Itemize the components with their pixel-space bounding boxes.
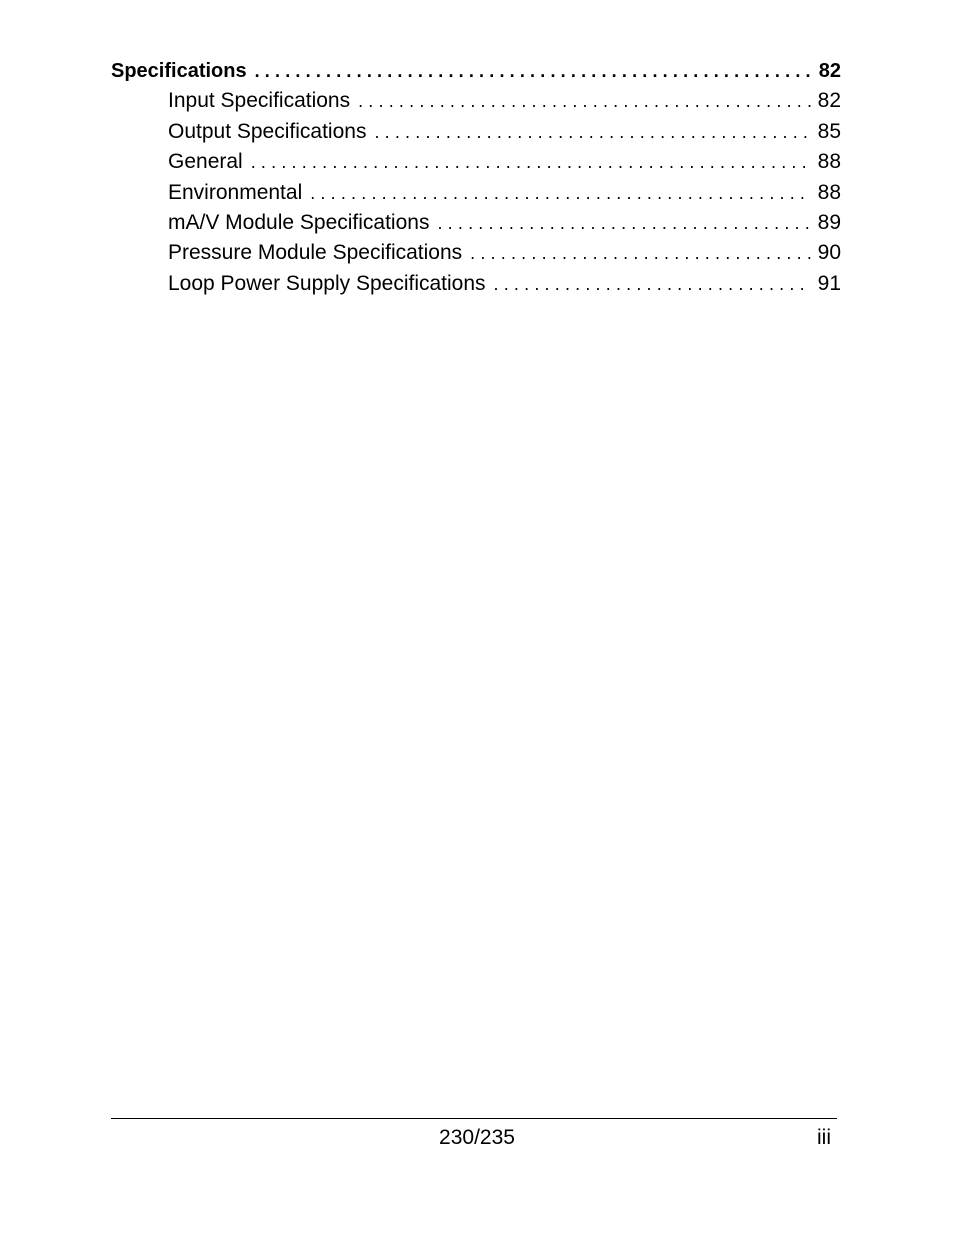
toc-dot-leader — [251, 147, 811, 177]
toc-entry-input-specifications[interactable] — [111, 86, 841, 116]
toc-entry-title: Environmental — [168, 180, 303, 204]
toc-dot-leader — [494, 269, 811, 299]
toc-entry-title: Output Specifications — [168, 119, 367, 143]
toc-entry-title: Loop Power Supply Specifications — [168, 271, 486, 295]
toc-dot-leader — [255, 56, 811, 86]
toc-entry-title: Input Specifications — [168, 89, 351, 113]
toc-section-specifications[interactable] — [111, 56, 841, 86]
toc-entry-title: Pressure Module Specifications — [168, 241, 463, 265]
toc-entry-page: 90 — [817, 241, 841, 265]
footer-divider — [111, 1118, 837, 1119]
toc-entry-environmental[interactable] — [111, 178, 841, 208]
toc-dot-leader — [470, 238, 811, 268]
footer-model: 230/235 — [439, 1126, 515, 1149]
toc-entry-loop-power-supply-specifications[interactable] — [111, 269, 841, 299]
toc-entry-page: 88 — [817, 180, 841, 204]
toc-dot-leader — [310, 178, 811, 208]
toc-entry-title: General — [168, 150, 243, 174]
toc-entry-title: mA/V Module Specifications — [168, 210, 430, 234]
toc-entry-ma-v-module-specifications[interactable] — [111, 208, 841, 238]
toc-dot-leader — [358, 86, 811, 116]
toc-dot-leader — [437, 208, 811, 238]
toc-entry-pressure-module-specifications[interactable] — [111, 238, 841, 268]
toc-entry-page: 89 — [817, 210, 841, 234]
footer-page-number: iii — [817, 1126, 831, 1149]
toc-entry-general[interactable] — [111, 147, 841, 177]
toc-section-page: 82 — [818, 60, 841, 82]
toc-entry-page: 91 — [817, 271, 841, 295]
toc-dot-leader — [374, 117, 811, 147]
toc-entry-page: 88 — [817, 150, 841, 174]
toc-entry-page: 82 — [817, 89, 841, 113]
table-of-contents — [111, 56, 841, 299]
toc-section-title: Specifications — [111, 60, 247, 82]
toc-entry-output-specifications[interactable] — [111, 117, 841, 147]
toc-entry-page: 85 — [817, 119, 841, 143]
